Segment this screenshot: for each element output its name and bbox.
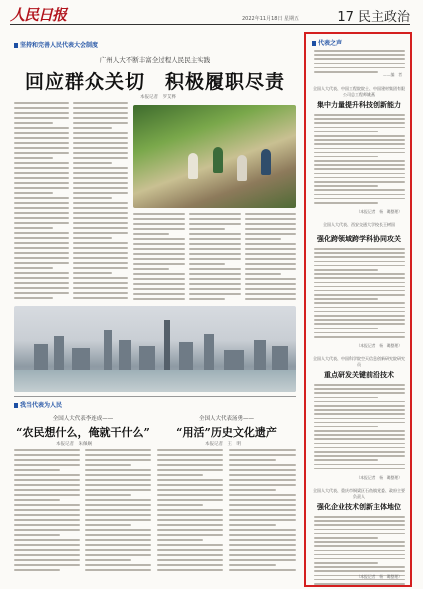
- lower-right-text-col-1: [157, 449, 223, 574]
- top-kicker: 广州人大不断丰富全过程人民民主实践: [99, 56, 211, 64]
- masthead: [10, 4, 410, 25]
- representatives-voice-panel: [304, 32, 412, 587]
- lower-left-text-col-2: [85, 449, 151, 574]
- item-3-body: [314, 384, 405, 472]
- lower-right-kicker: 全国人大代表汤勇——: [198, 416, 254, 422]
- item-3-subtitle: 全国人大代表、中国科学院空天信息创新研究院研究员: [313, 356, 405, 367]
- item-4-headline: 强化企业技术创新主体地位: [317, 502, 401, 511]
- lower-right-headline: “用活”历史文化遗产: [176, 426, 277, 439]
- top-headline: 回应群众关切 积极履职尽责: [24, 71, 285, 93]
- lower-left-byline: 本报记者 朱佩娴: [56, 442, 92, 447]
- lower-left-kicker: 全国人大代表李连成——: [52, 416, 114, 422]
- top-text-col-3: [133, 213, 185, 303]
- divider: [14, 396, 296, 397]
- top-text-col-1: [14, 102, 69, 302]
- item-1-body: [314, 114, 405, 206]
- photo-city-skyline: [14, 306, 296, 392]
- item-1-headline: 集中力量提升科技创新能力: [317, 100, 401, 109]
- top-text-col-5: [245, 213, 296, 303]
- section-tag-top: 坚持和完善人民代表大会制度: [14, 40, 98, 49]
- item-2-headline: 强化跨领域跨学科协同攻关: [317, 234, 401, 243]
- lower-left-headline: “农民想什么，俺就干什么”: [16, 426, 150, 439]
- item-2-body: [314, 248, 405, 340]
- item-1-subtitle: 全国人大代表、中国工程院院士、中国建材集团有限公司总工程师姚燕: [313, 86, 405, 97]
- editor-signature: ——编 者: [383, 72, 402, 77]
- lower-right-byline: 本报记者 王 明: [205, 442, 241, 447]
- newspaper-logo: 人民日报: [10, 6, 67, 24]
- item-1-signature: （本报记者 杨 璐整理）: [356, 209, 402, 214]
- top-text-col-4: [189, 213, 241, 303]
- page-section-label: 17 民主政治: [337, 10, 410, 25]
- top-text-col-2: [73, 102, 128, 302]
- top-byline: 本报记者 罗艾桦: [140, 95, 176, 100]
- panel-tag: 代表之声: [312, 38, 342, 47]
- item-3-signature: （本报记者 杨 璐整理）: [356, 475, 402, 480]
- item-2-signature: （本报记者 杨 璐整理）: [356, 343, 402, 348]
- dateline: 2022年11月18日 星期五: [242, 16, 300, 22]
- item-4-signature: （本报记者 杨 璐整理）: [356, 574, 402, 579]
- item-3-headline: 重点研发关键前沿技术: [324, 370, 394, 379]
- photo-representatives-hiking: [133, 105, 296, 208]
- item-4-subtitle: 全国人大代表、重庆市铜梁区石鱼镇党委、政府主要负责人: [313, 488, 405, 499]
- item-2-subtitle: 全国人大代表、西安交通大学校长王树国: [323, 222, 395, 227]
- lower-left-text-col-1: [14, 449, 80, 574]
- lower-right-text-col-2: [229, 449, 296, 574]
- section-tag-lower: 我当代表为人民: [14, 400, 62, 409]
